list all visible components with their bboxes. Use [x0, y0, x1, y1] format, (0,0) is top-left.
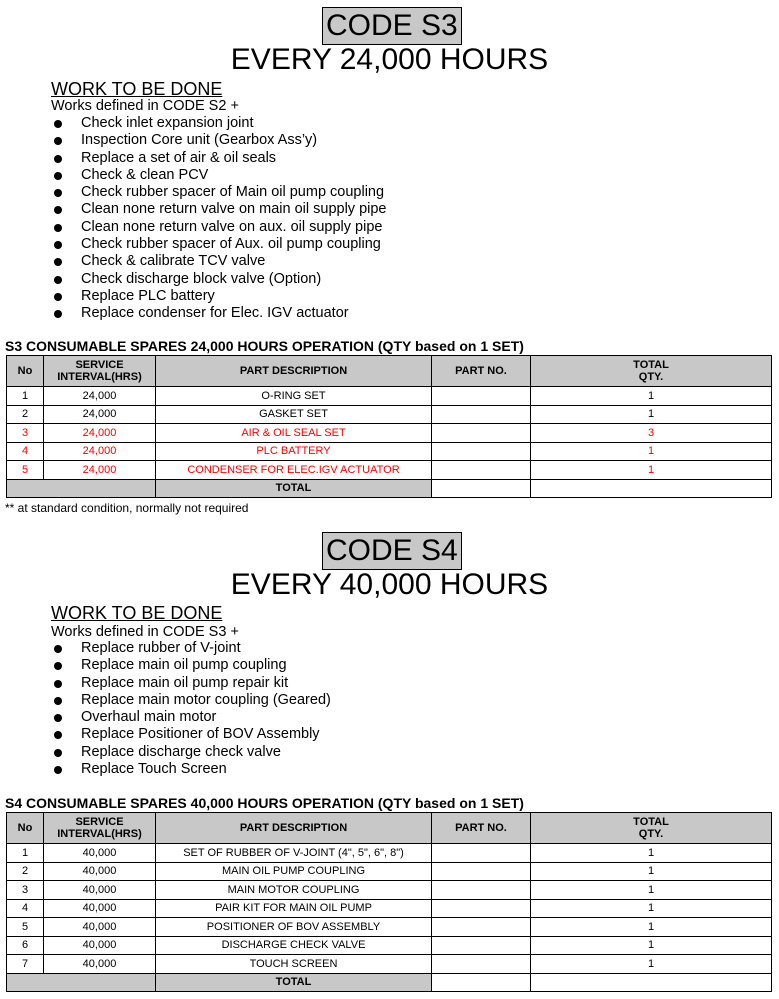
total-row	[7, 973, 772, 992]
qty-header-line2: QTY.	[638, 828, 664, 840]
cell-qty: 1	[531, 405, 772, 424]
total-partno-cell	[432, 479, 531, 498]
task-text: Replace a set of air & oil seals	[81, 149, 277, 166]
s3-interval-heading: EVERY 24,000 HOURS	[230, 43, 549, 76]
cell-qty: 1	[531, 918, 772, 937]
cell-interval: 40,000	[44, 899, 156, 918]
cell-no: 3	[7, 424, 44, 443]
task-text: Check & clean PCV	[81, 166, 209, 183]
task-text: Replace PLC battery	[81, 287, 215, 304]
s4-works-defined: Works defined in CODE S3 +	[51, 624, 239, 640]
total-blank-cell	[7, 973, 156, 992]
task-item	[51, 657, 331, 674]
table-header-row	[7, 813, 772, 844]
cell-no: 7	[7, 955, 44, 974]
table-row	[7, 862, 772, 881]
bullet-icon	[54, 766, 62, 774]
s3-spares-table	[6, 355, 772, 498]
total-qty-cell	[531, 479, 772, 498]
bullet-icon	[54, 731, 62, 739]
table-row	[7, 899, 772, 918]
cell-desc: TOUCH SCREEN	[156, 955, 432, 974]
qty-header-line1: TOTAL	[633, 816, 669, 828]
bullet-icon	[54, 645, 62, 653]
table-row	[7, 461, 772, 480]
task-text: Replace rubber of V-joint	[81, 640, 241, 656]
task-text: Check rubber spacer of Main oil pump coupling	[81, 184, 385, 201]
task-item	[51, 709, 331, 726]
task-item	[51, 692, 331, 709]
table-row	[7, 936, 772, 955]
bullet-icon	[54, 276, 62, 284]
col-desc-header: PART DESCRIPTION	[156, 813, 432, 844]
cell-interval: 40,000	[44, 844, 156, 863]
task-item	[51, 150, 387, 167]
cell-partno	[432, 862, 531, 881]
task-text: Replace Touch Screen	[81, 761, 227, 778]
qty-header-line2: QTY.	[638, 371, 664, 383]
cell-desc: AIR & OIL SEAL SET	[156, 424, 432, 443]
cell-desc: DISCHARGE CHECK VALVE	[156, 936, 432, 955]
task-item	[51, 201, 387, 218]
bullet-icon	[54, 172, 62, 180]
s3-footnote: ** at standard condition, normally not required	[5, 501, 249, 515]
col-interval-header	[44, 813, 156, 844]
total-label: TOTAL	[156, 973, 432, 992]
task-text: Check inlet expansion joint	[81, 115, 254, 131]
cell-interval: 40,000	[44, 862, 156, 881]
task-text: Clean none return valve on main oil supply pipe	[81, 201, 387, 218]
code-s3-label: CODE S3	[322, 7, 462, 45]
task-item	[51, 271, 387, 288]
cell-partno	[432, 387, 531, 406]
cell-interval: 24,000	[44, 461, 156, 480]
task-text: Replace condenser for Elec. IGV actuator	[81, 305, 349, 322]
col-no-header: No	[7, 813, 44, 844]
cell-partno	[432, 955, 531, 974]
task-text: Check & calibrate TCV valve	[81, 253, 266, 270]
cell-no: 6	[7, 936, 44, 955]
qty-header-line1: TOTAL	[633, 359, 669, 371]
cell-qty: 1	[531, 442, 772, 461]
cell-no: 4	[7, 899, 44, 918]
cell-qty: 1	[531, 461, 772, 480]
cell-qty: 1	[531, 955, 772, 974]
bullet-icon	[54, 189, 62, 197]
col-no-header: No	[7, 356, 44, 387]
task-text: Inspection Core unit (Gearbox Ass’y)	[81, 132, 318, 149]
cell-desc: PLC BATTERY	[156, 442, 432, 461]
table-row	[7, 955, 772, 974]
cell-no: 5	[7, 461, 44, 480]
s4-work-heading: WORK TO BE DONE	[51, 603, 223, 623]
bullet-icon	[54, 155, 62, 163]
col-qty-header	[531, 813, 772, 844]
s4-interval-heading: EVERY 40,000 HOURS	[230, 568, 549, 601]
cell-no: 5	[7, 918, 44, 937]
bullet-icon	[54, 241, 62, 249]
col-desc-header: PART DESCRIPTION	[156, 356, 432, 387]
interval-header-line1: SERVICE	[75, 816, 124, 828]
task-item	[51, 675, 331, 692]
cell-partno	[432, 424, 531, 443]
cell-desc: SET OF RUBBER OF V-JOINT (4", 5", 6", 8")	[156, 844, 432, 863]
s4-table-title: S4 CONSUMABLE SPARES 40,000 HOURS OPERATION (QTY based on 1 SET)	[5, 795, 524, 811]
cell-interval: 40,000	[44, 918, 156, 937]
task-item	[51, 253, 387, 270]
bullet-icon	[54, 258, 62, 266]
table-row	[7, 424, 772, 443]
bullet-icon	[54, 120, 62, 128]
bullet-icon	[54, 137, 62, 145]
cell-qty: 1	[531, 899, 772, 918]
cell-desc: O-RING SET	[156, 387, 432, 406]
total-blank-cell	[7, 479, 156, 498]
col-partno-header: PART NO.	[432, 813, 531, 844]
task-text: Replace main oil pump coupling	[81, 657, 287, 674]
task-text: Replace main oil pump repair kit	[81, 674, 289, 691]
task-text: Check rubber spacer of Aux. oil pump coupling	[81, 236, 381, 253]
task-text: Clean none return valve on aux. oil supply pipe	[81, 218, 383, 235]
task-item	[51, 726, 331, 743]
cell-qty: 1	[531, 844, 772, 863]
cell-qty: 3	[531, 424, 772, 443]
table-row	[7, 387, 772, 406]
task-item	[51, 115, 387, 132]
bullet-icon	[54, 697, 62, 705]
task-text: Replace Positioner of BOV Assembly	[81, 726, 320, 743]
cell-interval: 24,000	[44, 424, 156, 443]
s4-spares-table	[6, 812, 772, 992]
interval-header-line2: INTERVAL(HRS)	[57, 828, 142, 840]
cell-partno	[432, 405, 531, 424]
bullet-icon	[54, 662, 62, 670]
cell-desc: MAIN MOTOR COUPLING	[156, 881, 432, 900]
s4-task-list	[51, 640, 331, 778]
task-item	[51, 288, 387, 305]
total-partno-cell	[432, 973, 531, 992]
cell-no: 3	[7, 881, 44, 900]
cell-no: 2	[7, 862, 44, 881]
bullet-icon	[54, 310, 62, 318]
total-row	[7, 479, 772, 498]
cell-no: 1	[7, 387, 44, 406]
table-row	[7, 844, 772, 863]
cell-qty: 1	[531, 862, 772, 881]
table-header-row	[7, 356, 772, 387]
s3-work-heading: WORK TO BE DONE	[51, 79, 223, 99]
task-item	[51, 167, 387, 184]
table-row	[7, 918, 772, 937]
cell-interval: 24,000	[44, 442, 156, 461]
bullet-icon	[54, 224, 62, 232]
task-text: Replace main motor coupling (Geared)	[81, 691, 331, 708]
task-item	[51, 132, 387, 149]
bullet-icon	[54, 293, 62, 301]
col-qty-header	[531, 356, 772, 387]
cell-qty: 1	[531, 881, 772, 900]
cell-desc: PAIR KIT FOR MAIN OIL PUMP	[156, 899, 432, 918]
task-text: Overhaul main motor	[81, 709, 217, 726]
cell-desc: POSITIONER OF BOV ASSEMBLY	[156, 918, 432, 937]
cell-interval: 40,000	[44, 881, 156, 900]
cell-partno	[432, 918, 531, 937]
cell-no: 4	[7, 442, 44, 461]
total-label: TOTAL	[156, 479, 432, 498]
cell-partno	[432, 461, 531, 480]
col-partno-header: PART NO.	[432, 356, 531, 387]
cell-interval: 40,000	[44, 936, 156, 955]
code-s4-label: CODE S4	[322, 532, 462, 570]
task-item	[51, 236, 387, 253]
task-item	[51, 305, 387, 322]
bullet-icon	[54, 680, 62, 688]
task-text: Replace discharge check valve	[81, 743, 281, 760]
cell-partno	[432, 844, 531, 863]
table-row	[7, 881, 772, 900]
cell-partno	[432, 442, 531, 461]
col-interval-header	[44, 356, 156, 387]
cell-partno	[432, 936, 531, 955]
interval-header-line1: SERVICE	[75, 359, 124, 371]
bullet-icon	[54, 749, 62, 757]
cell-interval: 24,000	[44, 387, 156, 406]
task-text: Check discharge block valve (Option)	[81, 270, 322, 287]
cell-desc: CONDENSER FOR ELEC.IGV ACTUATOR	[156, 461, 432, 480]
cell-desc: MAIN OIL PUMP COUPLING	[156, 862, 432, 881]
task-item	[51, 761, 331, 778]
task-item	[51, 219, 387, 236]
cell-no: 2	[7, 405, 44, 424]
cell-partno	[432, 881, 531, 900]
table-row	[7, 405, 772, 424]
bullet-icon	[54, 206, 62, 214]
cell-interval: 40,000	[44, 955, 156, 974]
s3-table-title: S3 CONSUMABLE SPARES 24,000 HOURS OPERATION (QTY based on 1 SET)	[5, 338, 524, 354]
s3-task-list	[51, 115, 387, 323]
interval-header-line2: INTERVAL(HRS)	[57, 371, 142, 383]
task-item	[51, 744, 331, 761]
table-row	[7, 442, 772, 461]
cell-qty: 1	[531, 387, 772, 406]
bullet-icon	[54, 714, 62, 722]
s3-works-defined: Works defined in CODE S2 +	[51, 98, 239, 114]
total-qty-cell	[531, 973, 772, 992]
cell-interval: 24,000	[44, 405, 156, 424]
cell-qty: 1	[531, 936, 772, 955]
cell-desc: GASKET SET	[156, 405, 432, 424]
task-item	[51, 640, 331, 657]
task-item	[51, 184, 387, 201]
cell-no: 1	[7, 844, 44, 863]
cell-partno	[432, 899, 531, 918]
